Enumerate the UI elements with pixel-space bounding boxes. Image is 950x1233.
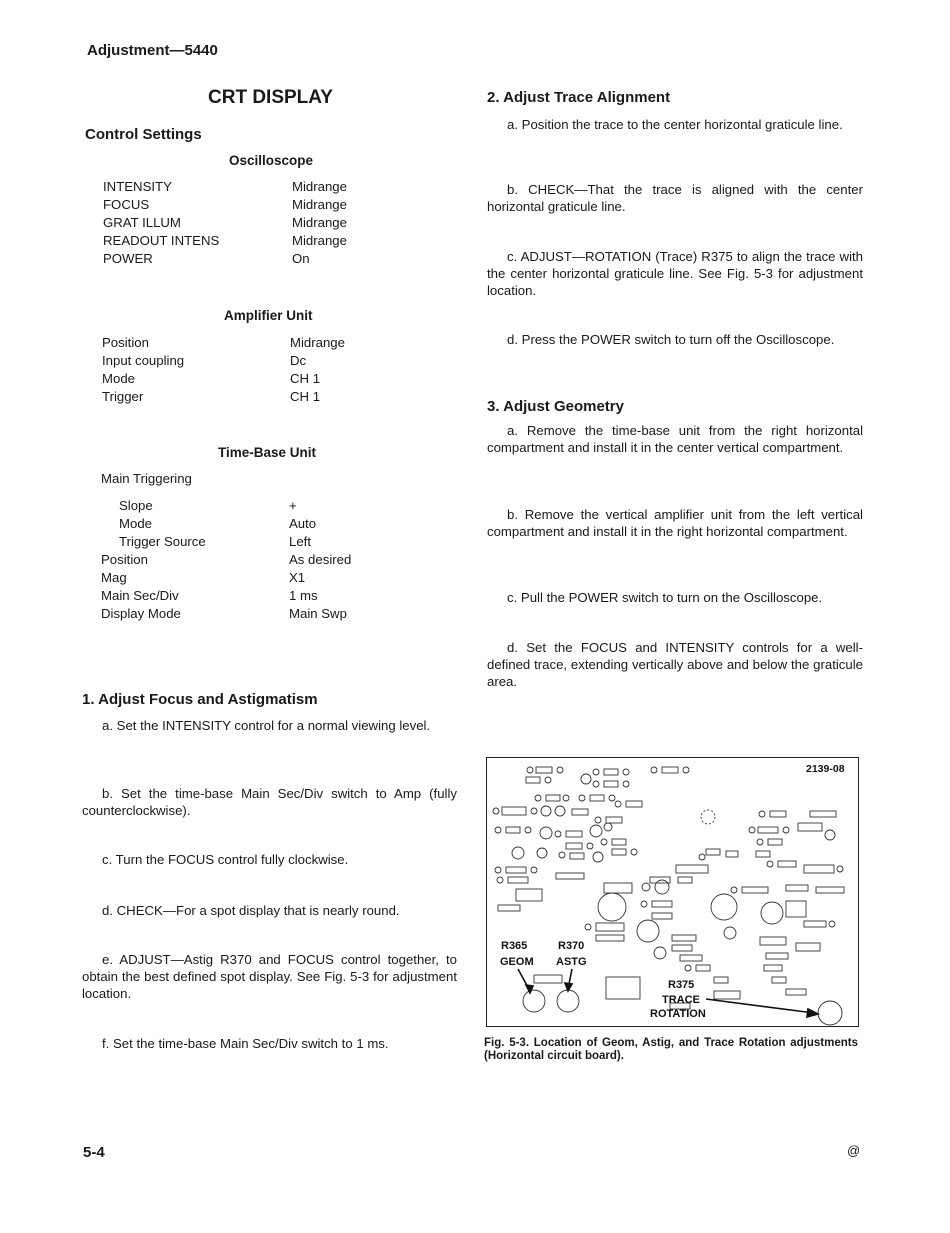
setting-row (102, 352, 372, 370)
setting-name: Mode (102, 371, 135, 386)
main-triggering-label: Main Triggering (101, 471, 192, 486)
step1-e: e. ADJUST—Astig R370 and FOCUS control together, to obtain the best defined spot display. See Fig. 5-3 for adjustment location. (82, 952, 457, 1001)
setting-row (101, 551, 379, 569)
figure-number: 2139-08 (806, 763, 845, 775)
setting-row (119, 515, 379, 533)
setting-row (102, 388, 372, 406)
oscilloscope-heading: Oscilloscope (229, 153, 314, 168)
setting-name: FOCUS (103, 197, 150, 212)
step2-b: b. CHECK—That the trace is aligned with the center horizontal graticule line. (487, 182, 863, 214)
setting-name: READOUT INTENS (103, 233, 220, 248)
step1-a: a. Set the INTENSITY control for a normal viewing level. (102, 718, 431, 733)
page-number: 5-4 (83, 1144, 105, 1161)
setting-value: Main Swp (289, 606, 347, 621)
setting-value: CH 1 (290, 371, 321, 386)
label-trace: TRACE (662, 994, 700, 1006)
amplifier-heading: Amplifier Unit (224, 308, 313, 323)
setting-row (103, 178, 373, 196)
label-geom: GEOM (500, 956, 534, 968)
setting-name: Mag (101, 570, 127, 585)
setting-value: Left (289, 534, 311, 549)
setting-value: CH 1 (290, 389, 321, 404)
circuit-board-figure (486, 757, 859, 1027)
setting-name: INTENSITY (103, 179, 172, 194)
setting-value: Midrange (292, 179, 347, 194)
setting-value: Dc (290, 353, 307, 368)
running-header: Adjustment—5440 (87, 42, 218, 59)
setting-value: + (289, 498, 297, 513)
setting-row (119, 497, 379, 515)
setting-name: Main Sec/Div (101, 588, 179, 603)
control-settings-heading: Control Settings (85, 126, 202, 143)
step2-d: d. Press the POWER switch to turn off the Oscilloscope. (507, 332, 835, 347)
step3-a: a. Remove the time-base unit from the right horizontal compartment and install it in the center vertical compartment. (487, 423, 863, 455)
setting-value: 1 ms (289, 588, 318, 603)
setting-row (103, 232, 373, 250)
setting-row (103, 214, 373, 232)
setting-value: Midrange (292, 233, 347, 248)
step3-heading: 3. Adjust Geometry (487, 398, 624, 415)
step1-heading: 1. Adjust Focus and Astigmatism (82, 691, 318, 708)
setting-name: Mode (119, 516, 152, 531)
setting-name: Display Mode (101, 606, 181, 621)
label-astg: ASTG (556, 956, 587, 968)
step3-c: c. Pull the POWER switch to turn on the Oscilloscope. (507, 590, 823, 605)
setting-value: Midrange (290, 335, 345, 350)
setting-value: Midrange (292, 215, 347, 230)
step2-heading: 2. Adjust Trace Alignment (487, 89, 671, 106)
setting-value: Midrange (292, 197, 347, 212)
setting-name: Trigger (102, 389, 144, 404)
setting-row (102, 370, 372, 388)
setting-row (102, 334, 372, 352)
step1-b: b. Set the time-base Main Sec/Div switch to Amp (fully counterclockwise). (82, 786, 457, 818)
label-rotation: ROTATION (650, 1008, 706, 1020)
step3-d: d. Set the FOCUS and INTENSITY controls for a well-defined trace, extending vertically above and below the graticule area. (487, 640, 863, 689)
step2-a: a. Position the trace to the center horizontal graticule line. (507, 117, 843, 132)
setting-name: Position (102, 335, 149, 350)
label-r370: R370 (558, 940, 585, 952)
setting-name: Trigger Source (119, 534, 206, 549)
setting-row (101, 569, 379, 587)
figure-caption: Fig. 5-3. Location of Geom, Astig, and Trace Rotation adjustments (Horizontal circuit board). (484, 1037, 858, 1062)
step2-c: c. ADJUST—ROTATION (Trace) R375 to align the trace with the center horizontal graticule line. See Fig. 5-3 for adjustment location. (487, 249, 863, 298)
setting-name: Slope (119, 498, 153, 513)
section-title: CRT DISPLAY (208, 87, 333, 108)
setting-value: On (292, 251, 310, 266)
circuit-board-drawing (486, 757, 859, 1027)
setting-row (103, 196, 373, 214)
label-r365: R365 (501, 940, 528, 952)
setting-name: GRAT ILLUM (103, 215, 181, 230)
publisher-mark: @ (847, 1143, 861, 1158)
timebase-heading: Time-Base Unit (218, 445, 317, 460)
setting-name: POWER (103, 251, 153, 266)
setting-name: Position (101, 552, 148, 567)
setting-row (101, 605, 379, 623)
setting-row (103, 250, 373, 268)
step1-c: c. Turn the FOCUS control fully clockwise. (102, 852, 349, 867)
step3-b: b. Remove the vertical amplifier unit from the left vertical compartment and install it in the right horizontal compartment. (487, 507, 863, 539)
setting-row (101, 587, 379, 605)
setting-value: Auto (289, 516, 317, 531)
step1-f: f. Set the time-base Main Sec/Div switch to 1 ms. (102, 1036, 389, 1051)
step1-d: d. CHECK—For a spot display that is nearly round. (102, 903, 400, 918)
label-r375: R375 (668, 979, 695, 991)
setting-value: X1 (289, 570, 306, 585)
setting-row (119, 533, 379, 551)
setting-name: Input coupling (102, 353, 185, 368)
setting-value: As desired (289, 552, 352, 567)
